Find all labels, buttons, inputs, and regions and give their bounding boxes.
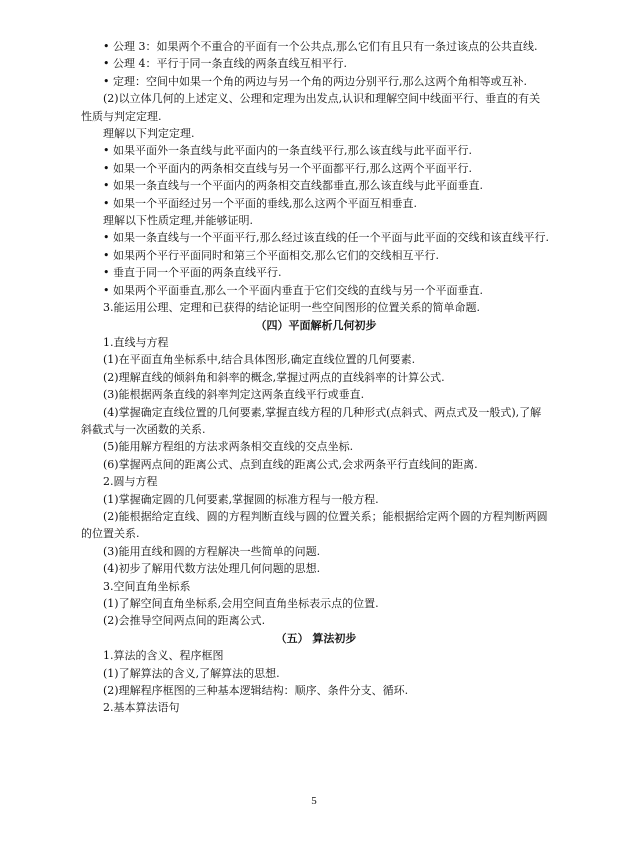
paragraph: 3.能运用公理、定理和已获得的结论证明一些空间图形的位置关系的简单命题. — [103, 301, 480, 315]
bullet-item: • 如果一个平面经过另一个平面的垂线,那么这两个平面互相垂直. — [103, 196, 417, 210]
paragraph: 2.基本算法语句 — [103, 701, 180, 715]
paragraph: 理解以下性质定理,并能够证明. — [103, 214, 253, 228]
paragraph: (4)掌握确定直线位置的几何要素,掌握直线方程的几种形式(点斜式、两点式及一般式),了解斜截式与一次函数的关系. — [81, 405, 542, 436]
paragraph: (2)以立体几何的上述定义、公理和定理为出发点,认识和理解空间中线面平行、垂直的有关性质与判定定理. — [81, 92, 541, 123]
paragraph: (3)能用直线和圆的方程解决一些简单的问题. — [103, 544, 321, 558]
bullet-item: • 定理：空间中如果一个角的两边与另一个角的两边分别平行,那么这两个角相等或互补. — [103, 74, 527, 88]
paragraph: (6)掌握两点间的距离公式、点到直线的距离公式,会求两条平行直线间的距离. — [103, 457, 478, 471]
paragraph: (1)了解空间直角坐标系,会用空间直角坐标表示点的位置. — [103, 597, 379, 610]
paragraph: (5)能用解方程组的方法求两条相交直线的交点坐标. — [103, 440, 354, 454]
paragraph: (1)了解算法的含义,了解算法的思想. — [103, 666, 280, 680]
paragraph: (2)理解程序框图的三种基本逻辑结构：顺序、条件分支、循环. — [103, 684, 409, 698]
paragraph: (1)在平面直角坐标系中,结合具体图形,确定直线位置的几何要素. — [103, 353, 416, 367]
page-number: 5 — [311, 795, 317, 807]
paragraph: 3.空间直角坐标系 — [103, 579, 191, 593]
paragraph: (1)掌握确定圆的几何要素,掌握圆的标准方程与一般方程. — [103, 492, 379, 506]
bullet-item: • 如果两个平行平面同时和第三个平面相交,那么它们的交线相互平行. — [103, 248, 439, 262]
paragraph: 理解以下判定定理. — [103, 127, 195, 141]
bullet-item: • 公理 4：平行于同一条直线的两条直线互相平行. — [103, 57, 347, 71]
bullet-item: • 如果一条直线与一个平面内的两条相交直线都垂直,那么该直线与此平面垂直. — [103, 179, 483, 193]
bullet-item: • 如果一条直线与一个平面平行,那么经过该直线的任一个平面与此平面的交线和该直线平行. — [103, 231, 549, 245]
paragraph: (4)初步了解用代数方法处理几何问题的思想. — [103, 562, 321, 576]
page-content — [81, 38, 551, 717]
section-heading: （四）平面解析几何初步 — [255, 318, 377, 332]
bullet-item: • 公理 3：如果两个不重合的平面有一个公共点,那么它们有且只有一条过该点的公共直线. — [103, 40, 538, 53]
paragraph: 1.算法的含义、程序框图 — [103, 649, 224, 663]
paragraph: 1.直线与方程 — [103, 335, 169, 349]
paragraph: (3)能根据两条直线的斜率判定这两条直线平行或垂直. — [103, 388, 365, 402]
bullet-item: • 如果一个平面内的两条相交直线与另一个平面都平行,那么这两个平面平行. — [103, 161, 472, 175]
paragraph: 2.圆与方程 — [103, 475, 158, 489]
paragraph: (2)会推导空间两点间的距离公式. — [103, 614, 266, 628]
bullet-item: • 如果两个平面垂直,那么一个平面内垂直于它们交线的直线与另一个平面垂直. — [103, 283, 483, 297]
paragraph: (2)理解直线的倾斜角和斜率的概念,掌握过两点的直线斜率的计算公式. — [103, 370, 445, 384]
section-heading: （五） 算法初步 — [275, 631, 357, 645]
paragraph: (2)能根据给定直线、圆的方程判断直线与圆的位置关系；能根据给定两个圆的方程判断两圆的位置关系. — [81, 509, 548, 541]
bullet-item: • 如果平面外一条直线与此平面内的一条直线平行,那么该直线与此平面平行. — [103, 144, 472, 158]
bullet-item: • 垂直于同一个平面的两条直线平行. — [103, 266, 282, 280]
